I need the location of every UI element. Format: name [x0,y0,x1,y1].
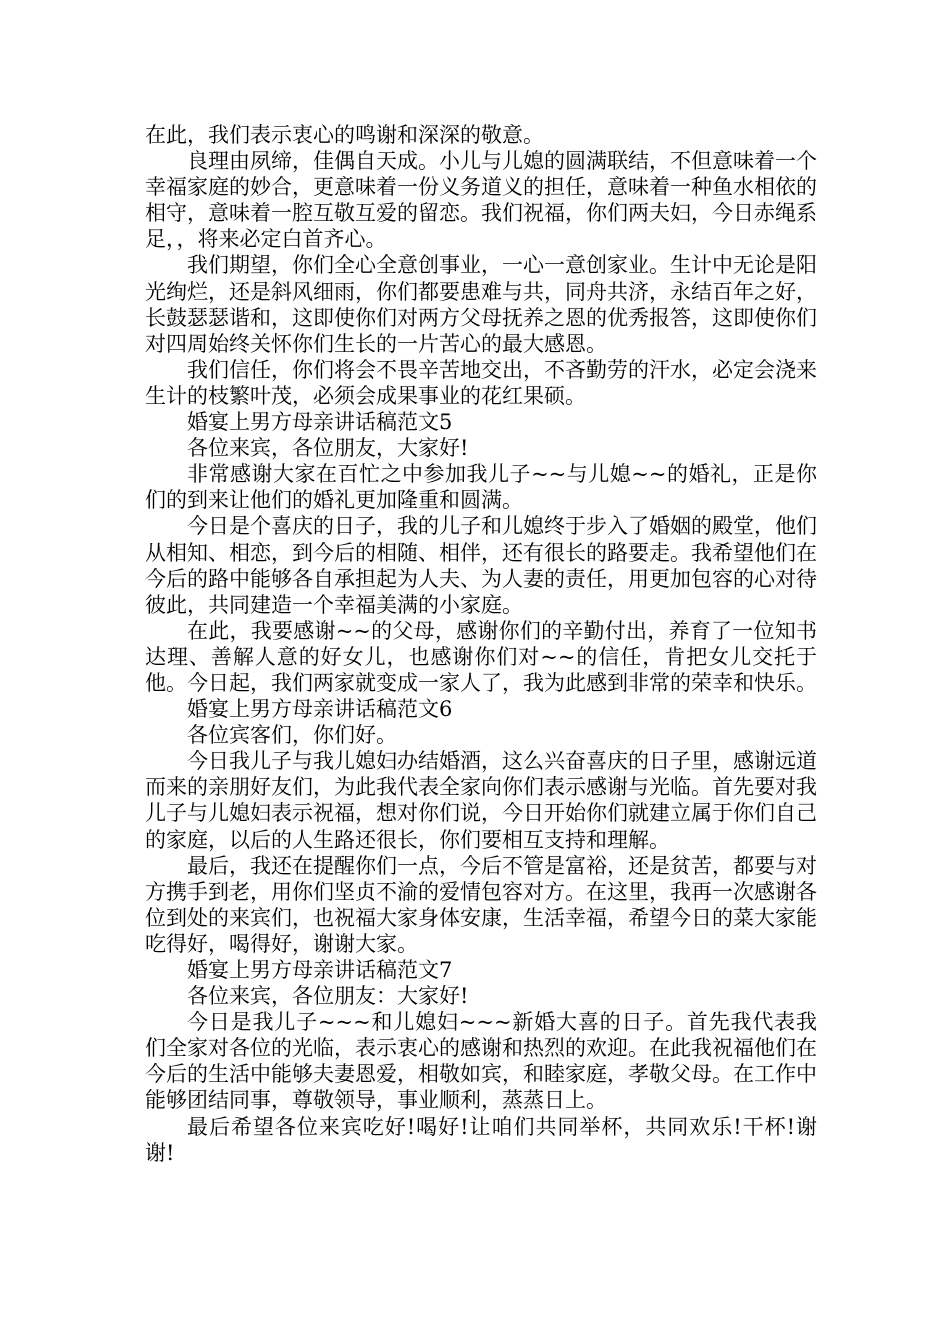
paragraph: 在此，我们表示衷心的鸣谢和深深的敬意。 [145,123,544,147]
paragraph: 最后希望各位来宾吃好!喝好!让咱们共同举杯，共同欢乐!干杯!谢谢! [145,1114,817,1165]
document-page [145,122,817,1166]
section-heading: 婚宴上男方母亲讲话稿范文5 [187,410,453,435]
section-heading: 婚宴上男方母亲讲话稿范文7 [187,958,453,982]
paragraph: 今日是我儿子~~~和儿媳妇~~~新婚大喜的日子。首先我代表我们全家对各位的光临，表示衷心的感谢和热烈的欢迎。在此我祝福他们在今后的生活中能够夫妻恩爱，相敬如宾，和睦家庭，孝敬父母。在工作中能够团结同事，尊敬领导，事业顺利，蒸蒸日上。 [145,1010,817,1113]
paragraph: 今日是个喜庆的日子，我的儿子和儿媳终于步入了婚姻的殿堂，他们从相知、相恋，到今后的相随、相伴，还有很长的路要走。我希望他们在今后的路中能够各自承担起为人夫、为人妻的责任，用更加包容的心对待彼此，共同建造一个幸福美满的小家庭。 [145,514,817,617]
paragraph: 我们信任，你们将会不畏辛苦地交出，不吝勤劳的汗水，必定会浇来生计的枝繁叶茂，必须会成果事业的花红果硕。 [145,357,817,408]
greeting: 各位来宾，各位朋友：大家好! [187,984,469,1009]
greeting: 各位来宾，各位朋友，大家好! [187,436,469,461]
paragraph: 在此，我要感谢~~的父母，感谢你们的辛勤付出，养育了一位知书达理、善解人意的好女儿，也感谢你们对~~的信任，肯把女儿交托于他。今日起，我们两家就变成一家人了，我为此感到非常的荣幸和快乐。 [145,618,817,695]
paragraph: 最后，我还在提醒你们一点，今后不管是富裕，还是贫苦，都要与对方携手到老，用你们坚贞不渝的爱情包容对方。在这里，我再一次感谢各位到处的来宾们，也祝福大家身体安康，生活幸福，希望今日的菜大家能吃得好，喝得好，谢谢大家。 [145,853,817,956]
paragraph: 我们期望，你们全心全意创事业，一心一意创家业。生计中无论是阳光绚烂，还是斜风细雨，你们都要患难与共，同舟共济，永结百年之好，长鼓瑟瑟谐和，这即使你们对两方父母抚养之恩的优秀报答，这即使你们对四周始终关怀你们生长的一片苦心的最大感恩。 [145,253,817,356]
greeting: 各位宾客们，你们好。 [187,723,397,748]
paragraph: 良理由夙缔，佳偶自天成。小儿与儿媳的圆满联结，不但意味着一个幸福家庭的妙合，更意味着一份义务道义的担任，意味着一种鱼水相依的相守，意味着一腔互敬互爱的留恋。我们祝福，你们两夫妇，今日赤绳系足，，将来必定白首齐心。 [145,149,817,252]
paragraph: 非常感谢大家在百忙之中参加我儿子~~与儿媳~~的婚礼，正是你们的到来让他们的婚礼更加隆重和圆满。 [145,462,817,513]
paragraph: 今日我儿子与我儿媳妇办结婚酒，这么兴奋喜庆的日子里，感谢远道而来的亲朋好友们，为此我代表全家向你们表示感谢与光临。首先要对我儿子与儿媳妇表示祝福，想对你们说，今日开始你们就建立属于你们自己的家庭，以后的人生路还很长，你们要相互支持和理解。 [145,749,817,852]
section-heading: 婚宴上男方母亲讲话稿范文6 [187,697,453,722]
